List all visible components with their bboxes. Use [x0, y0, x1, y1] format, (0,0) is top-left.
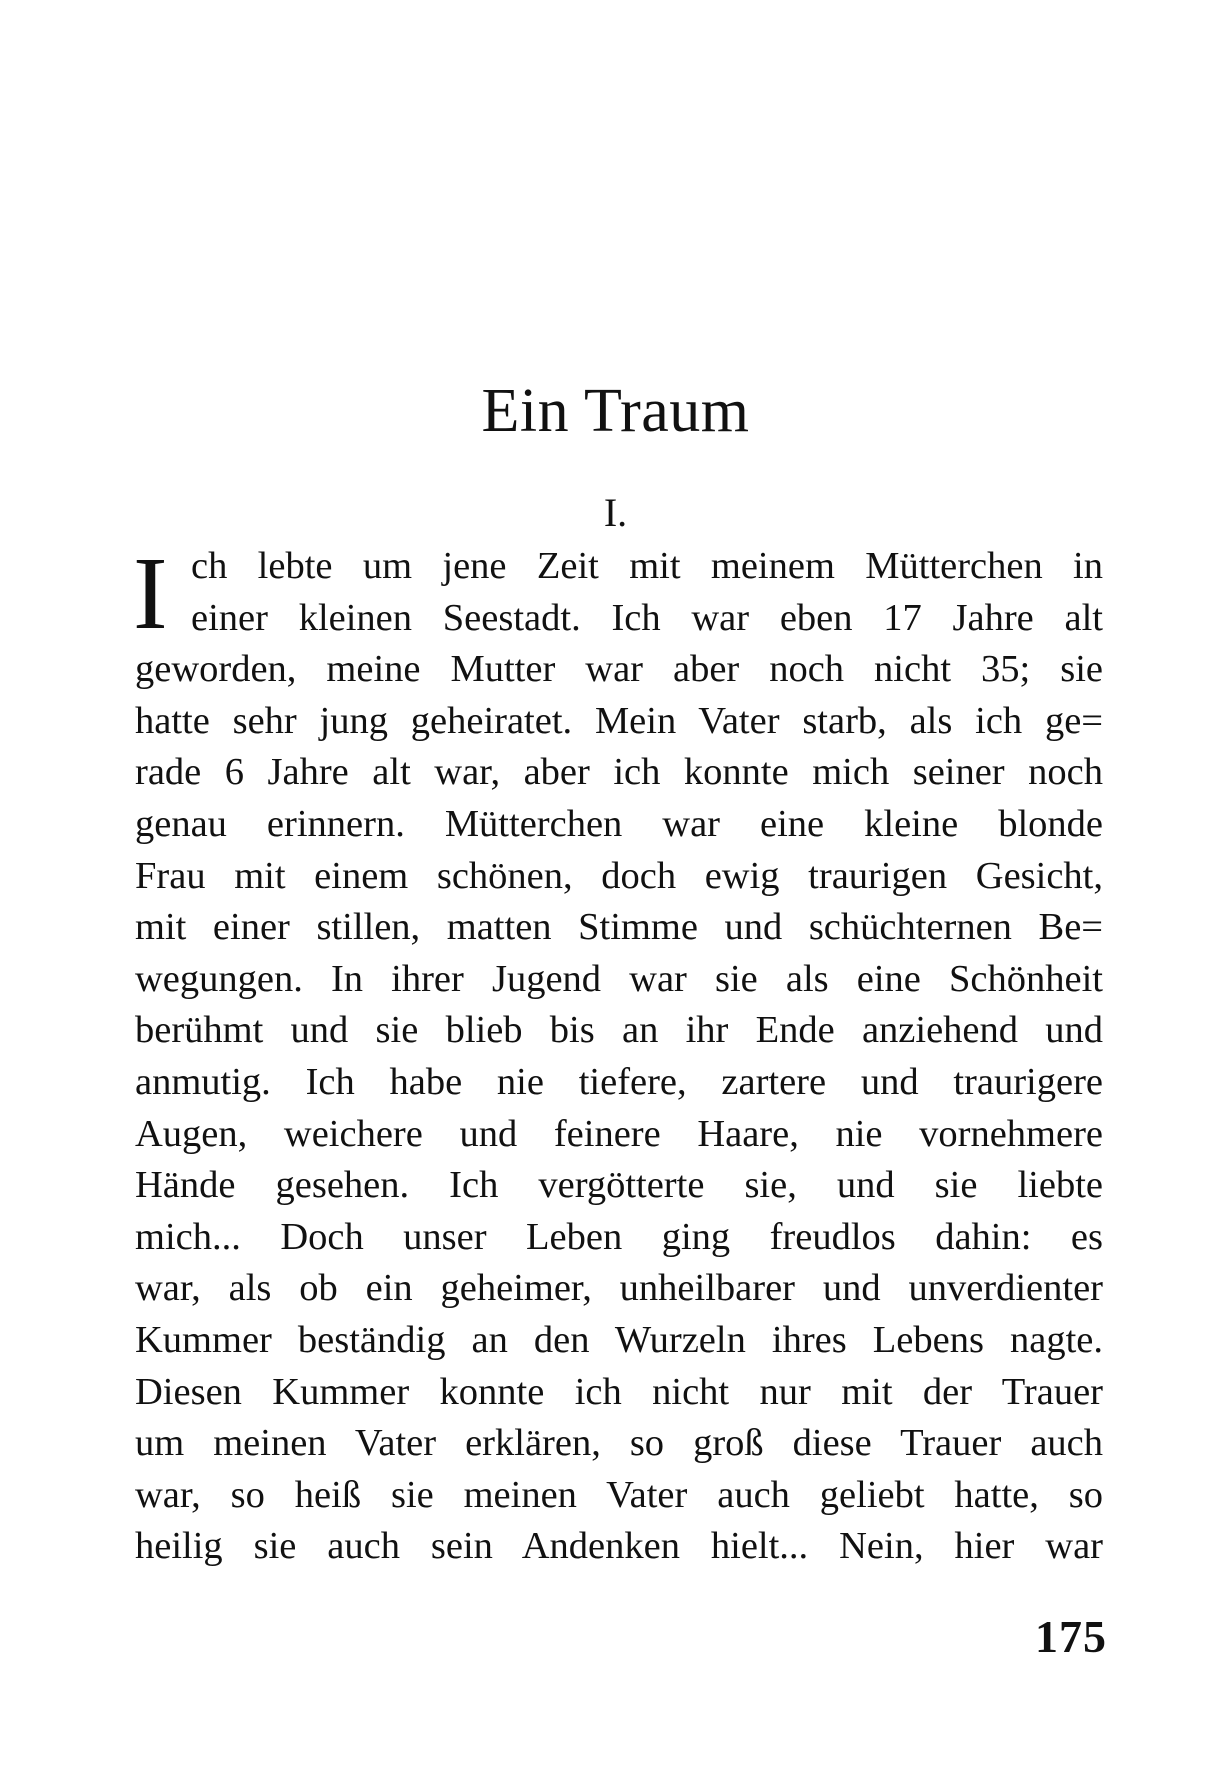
text-line: mit einer stillen, matten Stimme und schüchternen Be= [135, 906, 1103, 949]
text-line: Hände gesehen. Ich vergötterte sie, und sie liebte [135, 1164, 1103, 1207]
section-number: I. [603, 490, 628, 535]
text-line: mich... Doch unser Leben ging freudlos dahin: es [135, 1215, 1103, 1258]
text-line: anmutig. Ich habe nie tiefere, zartere und traurigere [135, 1060, 1103, 1103]
text-line: rade 6 Jahre alt war, aber ich konnte mich seiner noch [135, 751, 1103, 794]
text-line: war, als ob ein geheimer, unheilbarer und unverdienter [135, 1267, 1103, 1310]
text-line: war, so heiß sie meinen Vater auch geliebt hatte, so [135, 1473, 1103, 1516]
chapter-title: Ein Traum [481, 377, 750, 445]
body-text [133, 536, 1103, 1573]
page-number: 175 [1035, 1611, 1107, 1662]
text-line: berühmt und sie blieb bis an ihr Ende anziehend und [135, 1009, 1103, 1052]
text-line: einer kleinen Seestadt. Ich war eben 17 Jahre alt [191, 596, 1103, 639]
text-line: wegungen. In ihrer Jugend war sie als eine Schönheit [135, 957, 1103, 1000]
text-line: ch lebte um jene Zeit mit meinem Mütterchen in [191, 545, 1103, 587]
text-line: Diesen Kummer konnte ich nicht nur mit der Trauer [135, 1370, 1103, 1413]
text-line: um meinen Vater erklären, so groß diese Trauer auch [135, 1422, 1103, 1465]
text-line: geworden, meine Mutter war aber noch nicht 35; sie [135, 648, 1103, 691]
text-line: genau erinnern. Mütterchen war eine kleine blonde [135, 802, 1103, 845]
text-line: Kummer beständig an den Wurzeln ihres Lebens nagte. [135, 1318, 1103, 1361]
text-line: Augen, weichere und feinere Haare, nie vornehmere [135, 1112, 1103, 1155]
drop-cap: I [133, 536, 168, 651]
text-line: hatte sehr jung geheiratet. Mein Vater starb, als ich ge= [135, 699, 1103, 742]
text-line: Frau mit einem schönen, doch ewig traurigen Gesicht, [135, 854, 1103, 897]
text-line: heilig sie auch sein Andenken hielt... Nein, hier war [135, 1525, 1103, 1568]
